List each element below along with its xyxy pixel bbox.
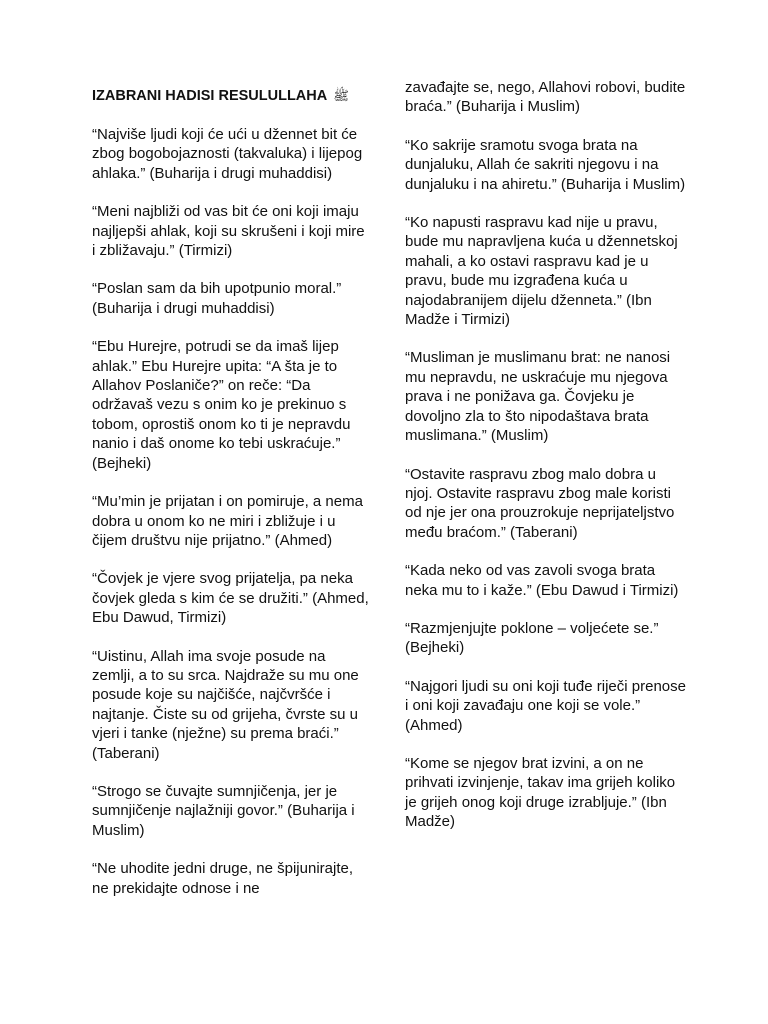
hadith-paragraph: “Ko sakrije sramotu svoga brata na dunjaluku, Allah će sakriti njegovu i na dunjaluku i na ahiretu.” (Buharija i Muslim)	[405, 136, 686, 193]
hadith-paragraph: “Razmjenjujte poklone – voljećete se.” (Bejheki)	[405, 619, 659, 657]
hadith-paragraph: “Najviše ljudi koji će ući u džennet bit će zbog bogobojaznosti (takvaluka) i lijepog ahlaka.” (Buharija i drugi muhaddisi)	[92, 126, 363, 182]
hadith-paragraph: “Mu’min je prijatan i on pomiruje, a nema dobra u onom ko ne miri i zbližuje i u čijem društvu nije prijatno.” (Ahmed)	[92, 493, 363, 549]
document-title	[92, 86, 370, 106]
right-column	[405, 78, 687, 851]
hadith-paragraph: “Ko napusti raspravu kad nije u pravu, bude mu napravljena kuća u džennetskoj mahali, a ko ostavi raspravu kad je u pravu, bude mu izgrađena kuća u najodabranijem dijelu dženneta.” (Ibn Madže i Tirmizi)	[405, 214, 678, 329]
hadith-paragraph: “Kada neko od vas zavoli svoga brata neka mu to i kaže.” (Ebu Dawud i Tirmizi)	[405, 562, 679, 599]
hadith-paragraph: “Uistinu, Allah ima svoje posude na zemlji, a to su srca. Najdraže su mu one posude koje su najčišće, najčvršće i najtanje. Čiste su od grijeha, čvrste su u vjeri i tanke (nježne) su prema braći.” (Taberani)	[92, 647, 359, 762]
hadith-paragraph: “Ostavite raspravu zbog malo dobra u njoj. Ostavite raspravu zbog male koristi od nje jer ona prouzrokuje neprijateljstvo među braćom.” (Taberani)	[405, 465, 675, 541]
hadith-paragraph: “Najgori ljudi su oni koji tuđe riječi prenose i oni koji zavađaju one koji se vole.” (Ahmed)	[405, 677, 686, 734]
hadith-paragraph: “Čovjek je vjere svog prijatelja, pa neka čovjek gleda s kim će se družiti.” (Ahmed, Ebu Dawud, Tirmizi)	[92, 570, 369, 627]
document-title-text: IZABRANI HADISI RESULULLAHA	[92, 88, 328, 104]
hadith-paragraph: zavađajte se, nego, Allahovi robovi, budite braća.” (Buharija i Muslim)	[405, 79, 686, 116]
hadith-paragraph: “Ne uhodite jedni druge, ne špijunirajte, ne prekidajte odnose i ne	[92, 860, 353, 897]
left-column	[92, 78, 370, 917]
hadith-paragraph: “Strogo se čuvajte sumnjičenja, jer je sumnjičenje najlažniji govor.” (Buharija i Muslim)	[92, 782, 355, 839]
salawat-symbol: ﷺ	[333, 88, 349, 103]
hadith-paragraph: “Ebu Hurejre, potrudi se da imaš lijep ahlak.” Ebu Hurejre upita: “A šta je to Allahov Poslaniče?” on reče: “Da održavaš vezu s onim ko je prekinuo s tobom, oprostiš onom ko ti je nepravdu nanio i daš onome ko tebi uskraćuje.” (Bejheki)	[92, 338, 351, 472]
hadith-paragraph: “Kome se njegov brat izvini, a on ne prihvati izvinjenje, takav ima grijeh koliko je grijeh onog koji druge izrabljuje.” (Ibn Madže)	[405, 754, 676, 831]
hadith-paragraph: “Meni najbliži od vas bit će oni koji imaju najljepši ahlak, koji su skrušeni i koji mire i zbližavaju.” (Tirmizi)	[92, 203, 365, 260]
hadith-paragraph: “Poslan sam da bih upotpunio moral.” (Buharija i drugi muhaddisi)	[92, 280, 342, 317]
hadith-paragraph: “Musliman je muslimanu brat: ne nanosi mu nepravdu, ne uskraćuje mu njegova prava i ne ponižava ga. Čovjeku je dovoljno zla to što nipodaštava brata muslimana.” (Muslim)	[405, 349, 671, 445]
